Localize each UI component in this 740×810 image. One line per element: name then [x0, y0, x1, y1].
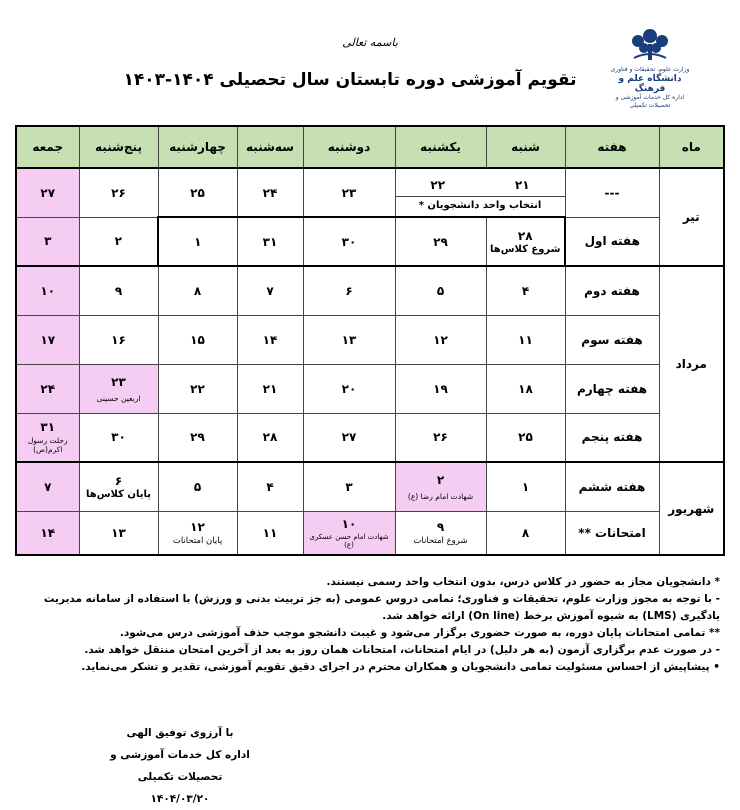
- table-row: [16, 266, 724, 315]
- day-cell: ۲۶: [395, 413, 486, 462]
- day-cell-holiday: ۱۷: [16, 315, 79, 364]
- header-monday: دوشنبه: [303, 126, 395, 168]
- day-cell: [395, 168, 565, 217]
- day-cell: [158, 511, 237, 555]
- day-cell: [79, 462, 158, 511]
- footnote-item: • پیشاپیش از احساس مسئولیت تمامی دانشجویان و همکاران محترم در اجرای دقیق تقویم آموزشی، تقدیر و تشکر می‌نماید.: [81, 661, 720, 673]
- day-cell: ۲۹: [158, 413, 237, 462]
- day-cell: ۱۹: [395, 364, 486, 413]
- header-saturday: شنبه: [486, 126, 565, 168]
- day-number: ۹: [436, 519, 445, 534]
- day-cell: ۲: [79, 217, 158, 266]
- table-row: [16, 168, 724, 217]
- logo-top-text: وزارت علوم، تحقیقات و فناوری: [610, 66, 690, 73]
- day-cell: ۶: [303, 266, 395, 315]
- week-cell: هفته پنجم: [565, 413, 659, 462]
- day-cell: ۱۳: [303, 315, 395, 364]
- day-cell: ۹: [79, 266, 158, 315]
- day-cell: ۱۴: [237, 315, 303, 364]
- arbaeen-note: اربعین حسینی: [96, 393, 141, 403]
- day-cell-holiday: ۳: [16, 217, 79, 266]
- enrollment-note: انتخاب واحد دانشجویان *: [396, 196, 565, 211]
- day-cell: ۳: [303, 462, 395, 511]
- day-cell: ۲۶: [79, 168, 158, 217]
- week-cell: هفته سوم: [565, 315, 659, 364]
- day-number: ۶: [114, 473, 123, 488]
- footnote-item: ** تمامی امتحانات پایان دوره، به صورت حضوری برگزار می‌شود و غیبت دانشجو موجب حذف آموزشی درس می‌شود.: [119, 627, 720, 639]
- prophet-passing-note: رحلت رسول اکرم(ص): [27, 436, 68, 455]
- header-sunday: یکشنبه: [395, 126, 486, 168]
- imam-hasan-askari-note: شهادت امام حسن عسکری (ع): [309, 532, 389, 549]
- exams-start-note: شروع امتحانات: [413, 535, 468, 546]
- day-cell: ۲۴: [237, 168, 303, 217]
- footnote-item: * دانشجویان مجاز به حضور در کلاس درس، بدون انتخاب واحد رسمی نیستند.: [326, 576, 720, 588]
- table-row: [16, 315, 724, 364]
- month-shahrivar: شهریور: [659, 462, 724, 555]
- classes-start-note: شروع کلاس‌ها: [490, 243, 561, 255]
- signature-greeting: با آرزوی توفیق الهی: [126, 727, 234, 739]
- table-row: [16, 364, 724, 413]
- header-tuesday: سه‌شنبه: [237, 126, 303, 168]
- day-number: ۱۲: [190, 519, 205, 534]
- day-cell-holiday: ۲۴: [16, 364, 79, 413]
- footnote-item: - با توجه به مجوز وزارت علوم، تحقیقات و فناوری؛ تمامی دروس عمومی (به جز تربیت بدنی و ورزش) با استفاده از سامانه مدیریت یادگیری (LMS) به شیوه آموزش برخط (On line) ارائه خواهد شد.: [43, 593, 720, 622]
- footnote-item: - در صورت عدم برگزاری آزمون (به هر دلیل) در ایام امتحانات، امتحانات همان روز به بعد از آخرین امتحان منتقل خواهد شد.: [84, 644, 720, 656]
- day-cell: ۱: [486, 462, 565, 511]
- week-cell: هفته دوم: [565, 266, 659, 315]
- day-cell: ۳۰: [303, 217, 395, 266]
- day-cell: ۱۱: [486, 315, 565, 364]
- table-row: [16, 511, 724, 555]
- day-cell: ۲۱: [237, 364, 303, 413]
- imam-reza-note: شهادت امام رضا (ع): [407, 491, 474, 501]
- day-cell-holiday: ۱۴: [16, 511, 79, 555]
- day-cell-holiday: ۱۰: [16, 266, 79, 315]
- day-cell: ۱: [158, 217, 237, 266]
- day-cell: ۲۵: [486, 413, 565, 462]
- day-cell: ۱۱: [237, 511, 303, 555]
- day-cell: ۲۷: [303, 413, 395, 462]
- day-cell: ۳۱: [237, 217, 303, 266]
- week-cell: ---: [565, 168, 659, 217]
- day-cell: ۱۸: [486, 364, 565, 413]
- header-wednesday: چهارشنبه: [158, 126, 237, 168]
- day-cell: ۵: [158, 462, 237, 511]
- header-week: هفته: [565, 126, 659, 168]
- table-row: [16, 413, 724, 462]
- table-header-row: [16, 126, 724, 168]
- week-cell: هفته چهارم: [565, 364, 659, 413]
- day-cell: ۸: [158, 266, 237, 315]
- day-cell: [395, 511, 486, 555]
- table-row: [16, 462, 724, 511]
- header-month: ماه: [659, 126, 724, 168]
- day-cell: [486, 217, 565, 266]
- day-cell: ۲۰: [303, 364, 395, 413]
- page-title: تقویم آموزشی دوره تابستان سال تحصیلی ۱۴۰۴-۱۴۰۳: [123, 70, 577, 90]
- day-cell: ۱۲: [395, 315, 486, 364]
- day-cell: ۵: [395, 266, 486, 315]
- day-number: ۲۸: [517, 228, 533, 243]
- signature-date: ۱۴۰۴/۰۳/۲۰: [150, 793, 210, 805]
- exams-end-note: پایان امتحانات: [172, 535, 223, 546]
- day-cell: ۱۳: [79, 511, 158, 555]
- logo-sub-text: اداره کل خدمات آموزشی و تحصیلات تکمیلی: [615, 94, 685, 109]
- footnotes: [20, 574, 720, 676]
- day-cell: ۸: [486, 511, 565, 555]
- signature-block: [95, 722, 265, 810]
- bismillah: باسمه تعالی: [342, 36, 398, 49]
- day-number: ۳۱: [40, 420, 56, 435]
- day-cell: ۱۵: [158, 315, 237, 364]
- day-cell: ۲۲: [158, 364, 237, 413]
- header-friday: جمعه: [16, 126, 79, 168]
- academic-calendar-table: [15, 125, 725, 556]
- day-cell: ۲۳: [303, 168, 395, 217]
- table-row: [16, 217, 724, 266]
- day-number: ۲۲: [430, 177, 446, 192]
- day-number: ۱۰: [341, 516, 357, 531]
- day-cell: ۴: [237, 462, 303, 511]
- day-cell: ۲۹: [395, 217, 486, 266]
- header-thursday: پنج‌شنبه: [79, 126, 158, 168]
- classes-end-note: پایان کلاس‌ها: [86, 488, 151, 500]
- day-cell: ۲۸: [237, 413, 303, 462]
- month-mordad: مرداد: [659, 266, 724, 462]
- day-number: ۲۳: [111, 374, 126, 389]
- day-cell-holiday: ۷: [16, 462, 79, 511]
- day-cell: ۴: [486, 266, 565, 315]
- day-cell-holiday: ۲۷: [16, 168, 79, 217]
- logo-university-name: دانشگاه علم و فرهنگ: [618, 74, 682, 94]
- day-cell: ۲۵: [158, 168, 237, 217]
- day-cell: ۷: [237, 266, 303, 315]
- week-cell: امتحانات **: [565, 511, 659, 555]
- week-cell: هفته ششم: [565, 462, 659, 511]
- day-number: ۲: [436, 472, 445, 487]
- day-cell: ۱۶: [79, 315, 158, 364]
- day-number: ۲۱: [514, 177, 530, 192]
- day-cell-holiday: [16, 413, 79, 462]
- week-cell: هفته اول: [565, 217, 659, 266]
- month-tir: تیر: [659, 168, 724, 266]
- day-cell: ۳۰: [79, 413, 158, 462]
- signature-office: اداره کل خدمات آموزشی و تحصیلات تکمیلی: [110, 749, 250, 783]
- day-cell-holiday: [303, 511, 395, 555]
- day-cell-holiday: [395, 462, 486, 511]
- day-cell-holiday: [79, 364, 158, 413]
